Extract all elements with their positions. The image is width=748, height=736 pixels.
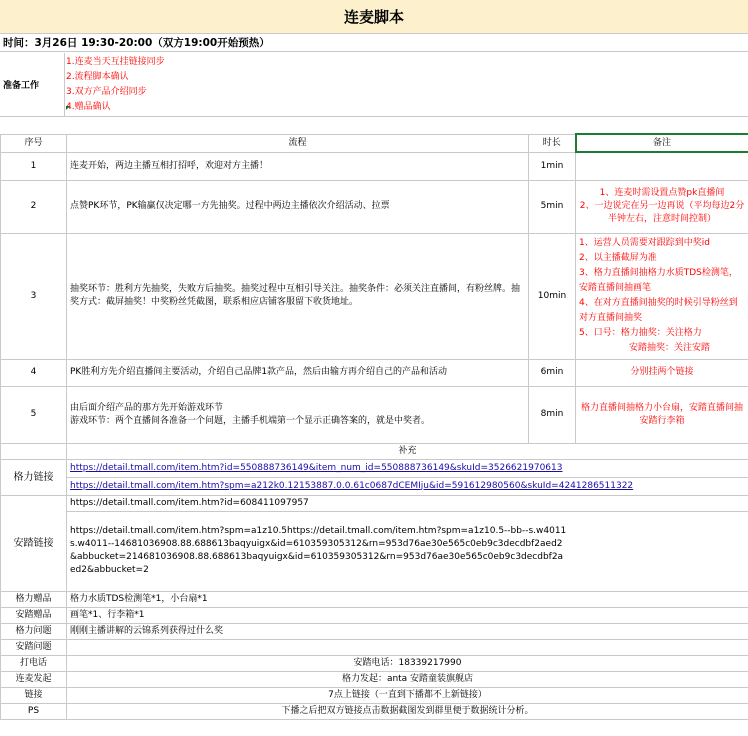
row-flow: 连麦开始，两边主播互相打招呼，欢迎对方主播！	[67, 152, 529, 180]
row-flow: PK胜利方先介绍直播间主要活动，介绍自己品牌1款产品，然后由输方再介绍自己的产品和活动	[67, 359, 529, 386]
table-row	[1, 152, 748, 180]
anta-link-2[interactable]: https://detail.tmall.com/item.htm?spm=a1z10.5https://detail.tmall.com/item.htm?spm=a1z10.5--bb--s.w4011s.w4011--14681036908.88.688613baqyuigx&id=610359305312&rn=953d76ae30e565c0eb9c3decdbf2aed2&abbucket=214681036908.88.688613baqyuigx&id=610359305312&rn=953d76ae30e565c0eb9c3decdbf2aed2&abbucket=2	[67, 511, 748, 591]
note-line: 2、以主播截屏为准	[579, 253, 657, 263]
header-note[interactable]: 备注	[576, 134, 748, 152]
info-row	[1, 607, 748, 623]
anta-link-1[interactable]: https://detail.tmall.com/item.htm?id=608411097957	[67, 495, 748, 511]
row-seq: 3	[1, 233, 67, 359]
info-value	[67, 639, 748, 655]
gree-link-row	[1, 459, 748, 477]
info-label: 链接	[1, 687, 67, 703]
row-note	[576, 152, 748, 180]
info-value: 安踏电话：18339217990	[67, 655, 748, 671]
table-row	[1, 180, 748, 233]
supplement-label: 补充	[67, 443, 748, 459]
info-row	[1, 671, 748, 687]
prep-item: 2.流程脚本确认	[66, 72, 129, 82]
info-value: 刚刚主播讲解的云锦系列获得过什么奖	[67, 623, 748, 639]
note-line: 2、一边说完在另一边再说（平均每边2分半钟左右，注意时间控制）	[579, 201, 745, 224]
info-value: 格力水质TDS检测笔*1，小台扇*1	[67, 591, 748, 607]
row-note: 格力直播间抽格力小台扇，安踏直播间抽安踏行李箱	[576, 386, 748, 443]
prep-item: 4.赠品确认	[66, 102, 111, 112]
info-row	[1, 687, 748, 703]
info-value: 下播之后把双方链接点击数据截图发到群里便于数据统计分析。	[67, 703, 748, 719]
note-line: 4、在对方直播间抽奖的时候引导粉丝到对方直播间抽奖	[579, 298, 738, 323]
row-seq: 2	[1, 180, 67, 233]
info-row	[1, 639, 748, 655]
row-note: 分别挂两个链接	[576, 359, 748, 386]
info-label: 安踏赠品	[1, 607, 67, 623]
time-line: 时间：3月26日 19:30-20:00（双方19:00开始预热）	[0, 34, 748, 52]
table-row	[1, 233, 748, 359]
row-flow: 抽奖环节：胜利方先抽奖，失败方后抽奖。抽奖过程中互相引导关注。抽奖条件：必须关注直播间，有粉丝牌。抽奖方式：截屏抽奖！中奖粉丝凭截图，联系相应店铺客服留下收货地址。	[67, 233, 529, 359]
info-label: 格力赠品	[1, 591, 67, 607]
prep-items	[66, 55, 165, 115]
header-flow: 流程	[67, 134, 529, 152]
anta-link-label: 安踏链接	[1, 495, 67, 591]
gree-url-1[interactable]: https://detail.tmall.com/item.htm?id=550888736149&item_num_id=550888736149&skuId=3526621970613	[70, 462, 563, 473]
gree-link-1[interactable]	[67, 459, 748, 477]
row-duration: 10min	[529, 233, 576, 359]
sheet-title: 连麦脚本	[0, 0, 748, 34]
gree-link-label: 格力链接	[1, 459, 67, 495]
note-line: 3、格力直播间抽格力水质TDS检测笔，安踏直播间抽画笔	[579, 268, 738, 293]
row-duration: 5min	[529, 180, 576, 233]
note-line: 安踏抽奖：关注安踏	[629, 343, 711, 353]
info-row	[1, 703, 748, 719]
supplement-blank	[1, 443, 67, 459]
info-value: 画笔*1、行李箱*1	[67, 607, 748, 623]
supplement-row	[1, 443, 748, 459]
row-seq: 5	[1, 386, 67, 443]
row-duration: 6min	[529, 359, 576, 386]
note-line: 1、连麦时需设置点赞pk直播间	[599, 188, 725, 198]
row-seq: 4	[1, 359, 67, 386]
info-label: 连麦发起	[1, 671, 67, 687]
info-value: 格力发起：anta 安踏童装旗舰店	[67, 671, 748, 687]
row-duration: 8min	[529, 386, 576, 443]
info-row	[1, 623, 748, 639]
gree-link-2[interactable]	[67, 477, 748, 495]
row-flow: 点赞PK环节，PK输赢仅决定哪一方先抽奖。过程中两边主播依次介绍活动、拉票	[67, 180, 529, 233]
info-row	[1, 591, 748, 607]
comment-indicator-icon	[66, 106, 70, 110]
script-table	[0, 133, 748, 720]
info-value: 7点上链接（一直到下播都不上新链接）	[67, 687, 748, 703]
info-label: 格力问题	[1, 623, 67, 639]
prep-label: 准备工作	[0, 53, 65, 116]
info-label: 打电话	[1, 655, 67, 671]
table-row	[1, 386, 748, 443]
anta-link-row	[1, 511, 748, 591]
prep-section	[0, 53, 748, 117]
anta-link-row	[1, 495, 748, 511]
note-line: 1、运营人员需要对跟踪到中奖id	[579, 238, 710, 248]
gree-url-2[interactable]: https://detail.tmall.com/item.htm?spm=a212k0.12153887.0.0.61c0687dCEMIju&id=591612980560&skuId=4241286511322	[70, 480, 634, 491]
row-note	[576, 180, 748, 233]
note-line: 5、口号：格力抽奖：关注格力	[579, 328, 702, 338]
info-row	[1, 655, 748, 671]
header-duration: 时长	[529, 134, 576, 152]
row-duration: 1min	[529, 152, 576, 180]
table-header-row	[1, 134, 748, 152]
prep-item: 3.双方产品介绍同步	[66, 87, 147, 97]
row-flow: 由后面介绍产品的那方先开始游戏环节 游戏环节：两个直播间各准备一个问题，主播手机端第一个显示正确答案的，就是中奖者。	[67, 386, 529, 443]
info-label: 安踏问题	[1, 639, 67, 655]
table-row	[1, 359, 748, 386]
header-seq: 序号	[1, 134, 67, 152]
gree-link-row	[1, 477, 748, 495]
row-seq: 1	[1, 152, 67, 180]
info-label: PS	[1, 703, 67, 719]
prep-item: 1.连麦当天互挂链接同步	[66, 57, 165, 67]
row-note	[576, 233, 748, 359]
